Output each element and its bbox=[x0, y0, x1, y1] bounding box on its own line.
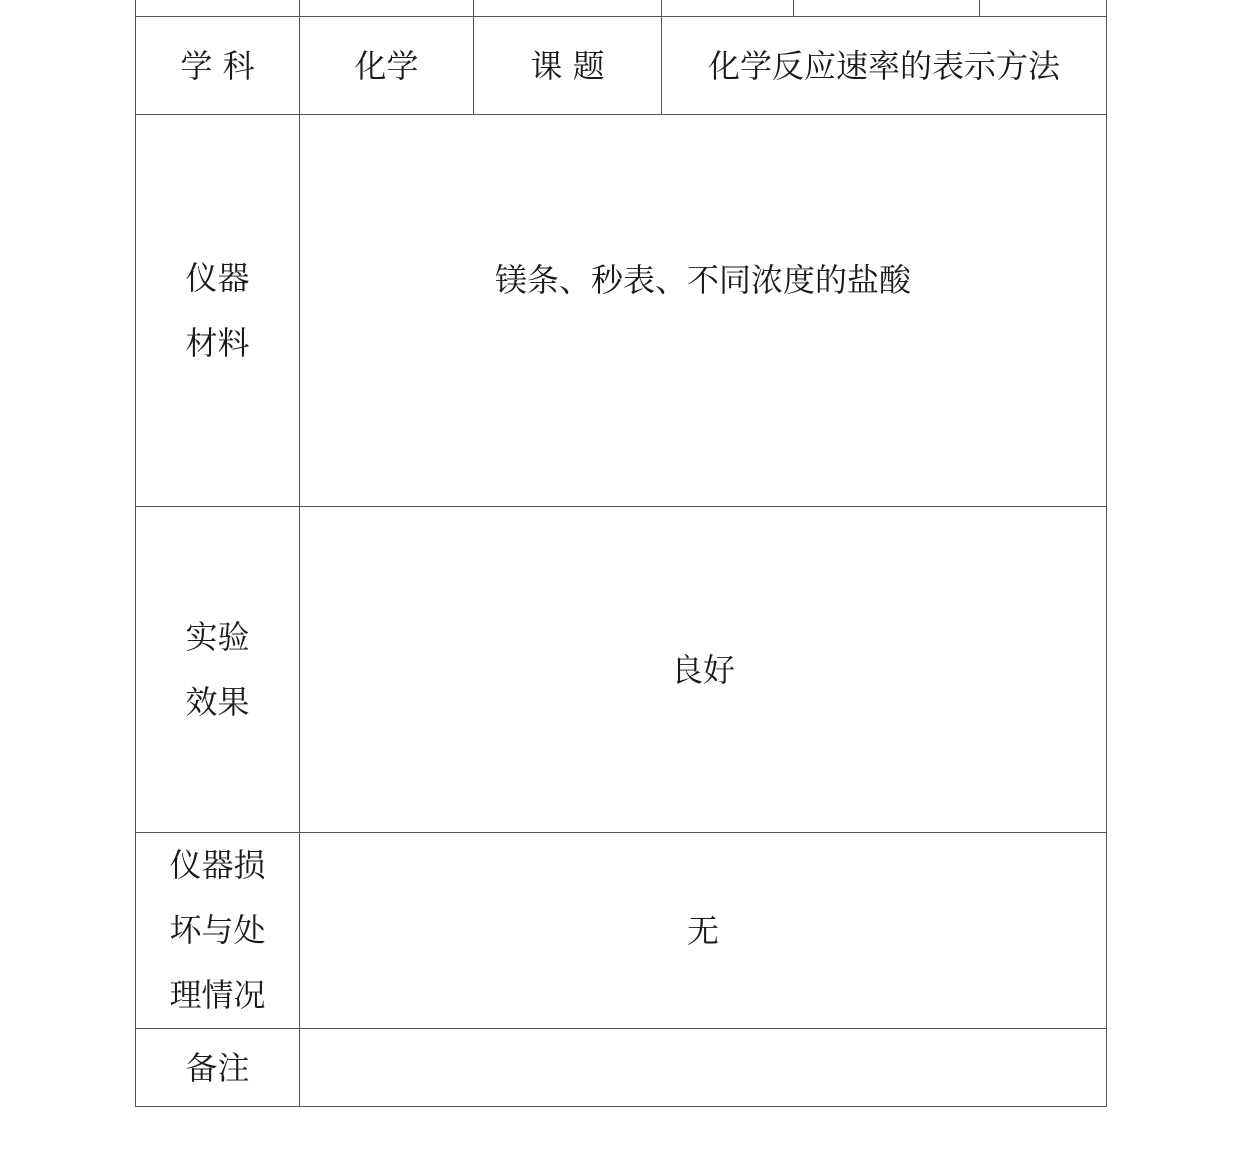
experiment-record-table bbox=[135, 0, 1107, 1107]
table-right-border bbox=[1106, 0, 1107, 1107]
column-divider bbox=[793, 0, 794, 16]
column-divider bbox=[473, 0, 474, 16]
table-bottom-border bbox=[135, 1106, 1107, 1107]
damage-value: 无 bbox=[686, 911, 719, 950]
topic-value: 化学反应速率的表示方法 bbox=[707, 46, 1060, 85]
effect-value: 良好 bbox=[670, 650, 735, 689]
column-divider bbox=[661, 0, 662, 16]
remarks-value bbox=[300, 1029, 1106, 1106]
equipment-label: 仪器 材料 bbox=[185, 258, 250, 362]
subject-value: 化学 bbox=[354, 46, 419, 85]
column-divider bbox=[979, 0, 980, 16]
topic-label: 课 题 bbox=[530, 46, 605, 85]
effect-label: 实验 效果 bbox=[185, 617, 250, 721]
damage-label: 仪器损 坏与处 理情况 bbox=[169, 846, 266, 1014]
equipment-value: 镁条、秒表、不同浓度的盐酸 bbox=[494, 261, 911, 299]
remarks-label: 备注 bbox=[185, 1048, 250, 1087]
subject-label: 学 科 bbox=[180, 46, 255, 85]
